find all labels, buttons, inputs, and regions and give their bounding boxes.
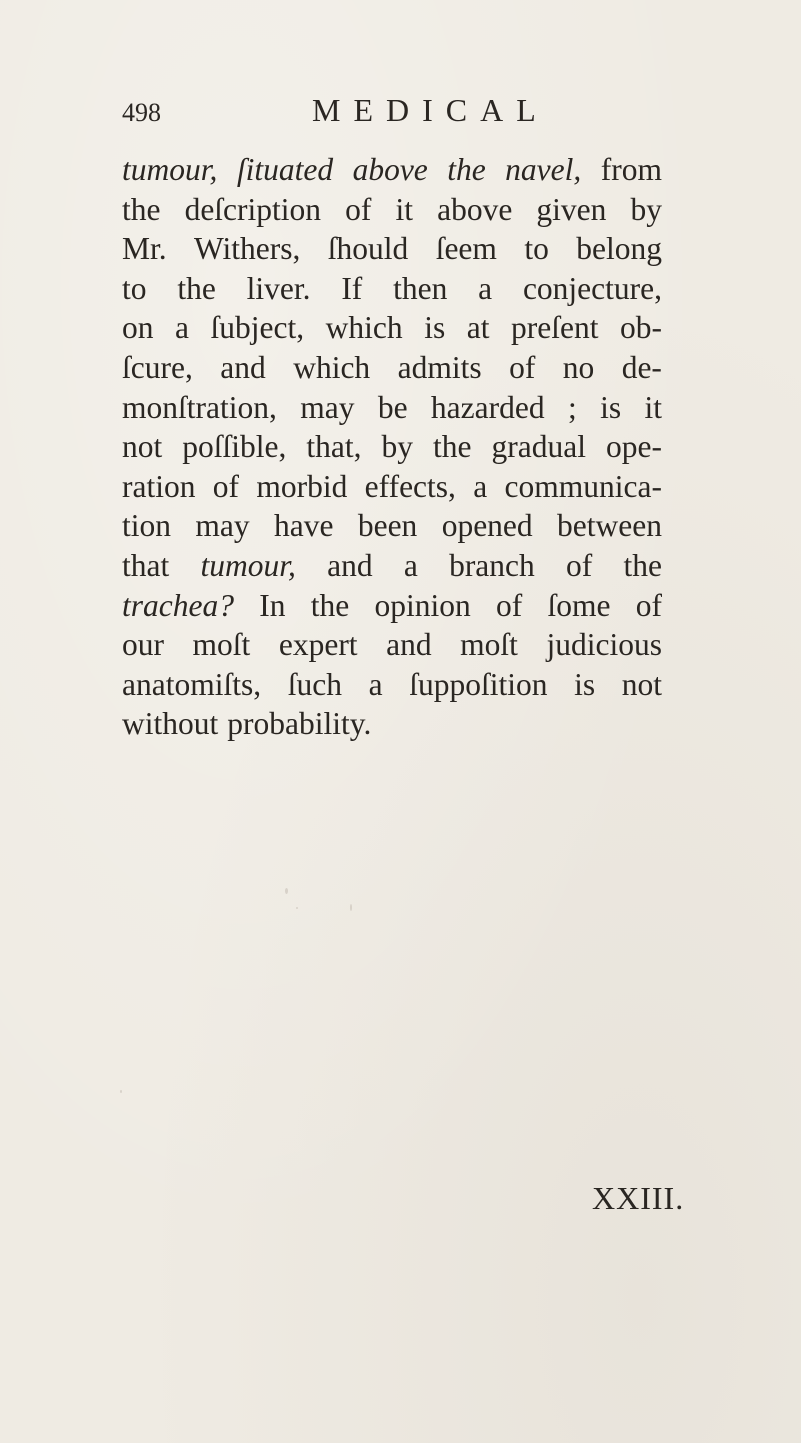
word: ſituated xyxy=(236,152,334,187)
word: of xyxy=(212,468,240,504)
word: the xyxy=(177,270,216,306)
word: conjecture, xyxy=(522,270,662,306)
word: ſubject, xyxy=(210,310,305,346)
word: between xyxy=(557,508,662,544)
word: probability. xyxy=(227,706,372,742)
word: by xyxy=(381,429,414,465)
word: gradual xyxy=(491,429,586,465)
word: anatomiſts, xyxy=(122,666,262,702)
word: preſent xyxy=(511,310,599,346)
paper-blemish xyxy=(285,888,288,894)
word: no xyxy=(562,349,595,385)
word: tion xyxy=(122,508,172,544)
word: expert xyxy=(278,627,358,663)
text-line xyxy=(122,427,662,467)
word: a xyxy=(478,270,493,306)
text-line xyxy=(122,546,662,586)
word: Mr. xyxy=(122,231,167,267)
word: ſuch xyxy=(287,666,342,702)
text-line xyxy=(122,704,662,744)
word: deſcription xyxy=(184,191,322,227)
text-line xyxy=(122,388,662,428)
catchword: XXIII. xyxy=(592,1180,685,1216)
word: ſhould xyxy=(327,231,409,267)
word: ob- xyxy=(620,310,662,346)
page-number: 498 xyxy=(122,98,161,127)
word: de- xyxy=(621,349,662,385)
word: may xyxy=(300,389,355,425)
word: ſeem xyxy=(435,231,497,267)
word: ſuppoſition xyxy=(409,666,548,702)
word: opinion xyxy=(374,587,471,623)
text-line xyxy=(122,308,662,348)
word: of xyxy=(635,587,662,623)
word: may xyxy=(195,508,250,544)
word: ſome xyxy=(547,587,611,623)
word: tumour, xyxy=(122,152,218,187)
paper-blemish xyxy=(350,904,352,911)
word: on xyxy=(122,310,154,346)
word: and xyxy=(220,349,266,385)
word: branch xyxy=(449,547,535,583)
word: the xyxy=(623,547,662,583)
word: the xyxy=(433,429,472,465)
text-line xyxy=(122,586,662,626)
word: ſcure, xyxy=(122,349,193,385)
word: it xyxy=(395,191,413,227)
word: monſtration, xyxy=(122,389,277,425)
word: and xyxy=(327,547,373,583)
word: the xyxy=(310,587,350,623)
word: judicious xyxy=(546,627,662,663)
word: In xyxy=(259,587,286,623)
word: belong xyxy=(576,231,662,267)
word: be xyxy=(377,389,408,425)
word: have xyxy=(274,508,334,544)
word: admits xyxy=(397,349,482,385)
word: not xyxy=(122,429,163,465)
word: which xyxy=(325,310,403,346)
word: hazarded xyxy=(430,389,545,425)
word: ope- xyxy=(605,429,662,465)
word: poſſible, xyxy=(182,429,287,465)
word: ; xyxy=(567,389,577,425)
word: moſt xyxy=(192,627,251,663)
word: that, xyxy=(306,429,362,465)
word: morbid xyxy=(256,468,348,504)
word: it xyxy=(644,389,662,425)
text-line xyxy=(122,506,662,546)
word: at xyxy=(466,310,490,346)
word: opened xyxy=(441,508,533,544)
word: effects, xyxy=(364,468,456,504)
text-line xyxy=(122,229,662,269)
word: is xyxy=(600,389,622,425)
word: and xyxy=(386,627,432,663)
word: a xyxy=(403,547,418,583)
word: then xyxy=(393,270,448,306)
page-header xyxy=(122,92,702,132)
word: to xyxy=(122,270,147,306)
word: tumour, xyxy=(200,547,296,583)
word: is xyxy=(574,666,596,702)
word: If xyxy=(341,270,363,306)
running-head: MEDICAL xyxy=(312,92,549,128)
text-line xyxy=(122,190,662,230)
text-line xyxy=(122,348,662,388)
word: from xyxy=(600,152,662,187)
word: above xyxy=(352,152,428,187)
word: of xyxy=(345,191,372,227)
word: not xyxy=(621,666,662,702)
word: which xyxy=(293,349,371,385)
word: without xyxy=(122,706,219,742)
word: given xyxy=(536,191,607,227)
word: the xyxy=(447,152,486,187)
word: to xyxy=(524,231,549,267)
paper-blemish xyxy=(296,907,298,909)
word: that xyxy=(122,547,170,583)
word: ration xyxy=(122,468,196,504)
word: of xyxy=(566,547,593,583)
text-line xyxy=(122,269,662,309)
word: a xyxy=(175,310,190,346)
word: the xyxy=(122,191,161,227)
word: moſt xyxy=(460,627,518,663)
body-paragraph xyxy=(122,150,662,744)
word: a xyxy=(473,468,488,504)
word: Withers, xyxy=(194,231,301,267)
text-line xyxy=(122,467,662,507)
word: navel, xyxy=(505,152,582,187)
word: of xyxy=(495,587,523,623)
word: liver. xyxy=(246,270,311,306)
text-line xyxy=(122,625,662,665)
word: by xyxy=(630,191,662,227)
paper-blemish xyxy=(120,1090,122,1093)
text-line xyxy=(122,150,662,190)
word: been xyxy=(357,508,418,544)
word: trachea? xyxy=(122,587,234,623)
word: above xyxy=(437,191,513,227)
word: is xyxy=(424,310,446,346)
word: communica- xyxy=(504,468,662,504)
text-line xyxy=(122,665,662,705)
word: our xyxy=(122,627,164,663)
word: of xyxy=(509,349,536,385)
word: a xyxy=(368,666,383,702)
